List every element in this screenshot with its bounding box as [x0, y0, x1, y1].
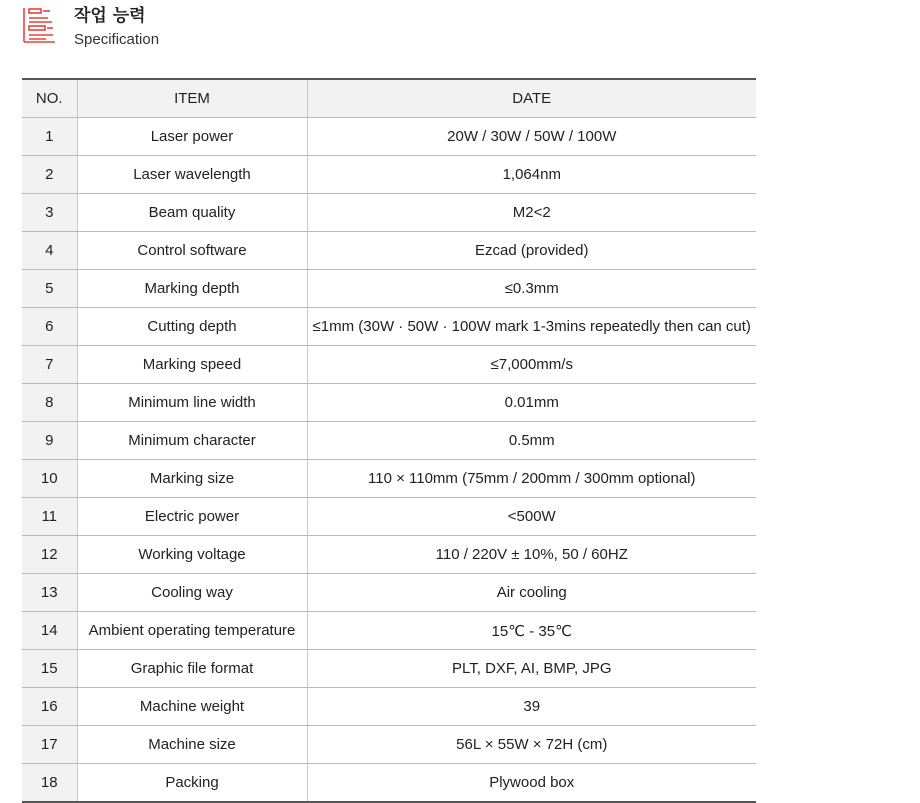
row-value: 0.5mm [307, 422, 756, 460]
row-item: Minimum character [77, 422, 307, 460]
spec-table [22, 78, 756, 803]
table-row [22, 650, 756, 688]
row-number: 17 [22, 726, 77, 764]
row-number: 5 [22, 270, 77, 308]
table-row [22, 764, 756, 803]
table-row [22, 688, 756, 726]
row-number: 14 [22, 612, 77, 650]
row-item: Marking speed [77, 346, 307, 384]
table-row [22, 726, 756, 764]
row-number: 18 [22, 764, 77, 803]
row-item: Machine size [77, 726, 307, 764]
row-item: Cutting depth [77, 308, 307, 346]
row-value: 0.01mm [307, 384, 756, 422]
column-header-item: ITEM [77, 79, 307, 118]
row-value: 56L × 55W × 72H (cm) [307, 726, 756, 764]
row-item: Machine weight [77, 688, 307, 726]
table-row [22, 232, 756, 270]
table-header-row [22, 79, 756, 118]
row-value: 110 × 110mm (75mm / 200mm / 300mm optional) [307, 460, 756, 498]
row-value: 110 / 220V ± 10%, 50 / 60HZ [307, 536, 756, 574]
section-header [22, 6, 159, 50]
table-row [22, 308, 756, 346]
row-item: Ambient operating temperature [77, 612, 307, 650]
table-row [22, 422, 756, 460]
row-value: M2<2 [307, 194, 756, 232]
table-row [22, 270, 756, 308]
section-title-korean: 작업 능력 [74, 6, 146, 26]
row-item: Graphic file format [77, 650, 307, 688]
row-value: Plywood box [307, 764, 756, 803]
row-number: 7 [22, 346, 77, 384]
row-value: ≤1mm (30W · 50W · 100W mark 1-3mins repeatedly then can cut) [307, 308, 756, 346]
row-value: ≤7,000mm/s [307, 346, 756, 384]
row-item: Marking depth [77, 270, 307, 308]
table-row [22, 612, 756, 650]
table-row [22, 384, 756, 422]
row-number: 9 [22, 422, 77, 460]
row-item: Beam quality [77, 194, 307, 232]
section-title-english: Specification [74, 31, 160, 48]
row-value: 20W / 30W / 50W / 100W [307, 118, 756, 156]
table-row [22, 460, 756, 498]
row-item: Cooling way [77, 574, 307, 612]
row-number: 6 [22, 308, 77, 346]
row-item: Working voltage [77, 536, 307, 574]
row-value: 15℃ - 35℃ [307, 612, 756, 650]
row-item: Packing [77, 764, 307, 803]
spec-list-icon [22, 6, 56, 44]
table-row [22, 118, 756, 156]
row-number: 11 [22, 498, 77, 536]
table-row [22, 156, 756, 194]
column-header-date: DATE [307, 79, 756, 118]
row-number: 8 [22, 384, 77, 422]
row-number: 2 [22, 156, 77, 194]
table-row [22, 498, 756, 536]
row-value: <500W [307, 498, 756, 536]
column-header-no: NO. [22, 79, 77, 118]
table-row [22, 574, 756, 612]
row-item: Laser power [77, 118, 307, 156]
row-number: 1 [22, 118, 77, 156]
row-number: 13 [22, 574, 77, 612]
row-number: 10 [22, 460, 77, 498]
row-number: 12 [22, 536, 77, 574]
row-item: Marking size [77, 460, 307, 498]
row-number: 3 [22, 194, 77, 232]
table-row [22, 194, 756, 232]
row-value: ≤0.3mm [307, 270, 756, 308]
row-number: 15 [22, 650, 77, 688]
row-value: 1,064nm [307, 156, 756, 194]
row-item: Laser wavelength [77, 156, 307, 194]
row-item: Control software [77, 232, 307, 270]
table-row [22, 536, 756, 574]
row-value: Air cooling [307, 574, 756, 612]
row-item: Electric power [77, 498, 307, 536]
row-value: PLT, DXF, AI, BMP, JPG [307, 650, 756, 688]
row-number: 4 [22, 232, 77, 270]
row-number: 16 [22, 688, 77, 726]
row-value: Ezcad (provided) [307, 232, 756, 270]
row-value: 39 [307, 688, 756, 726]
row-item: Minimum line width [77, 384, 307, 422]
table-row [22, 346, 756, 384]
